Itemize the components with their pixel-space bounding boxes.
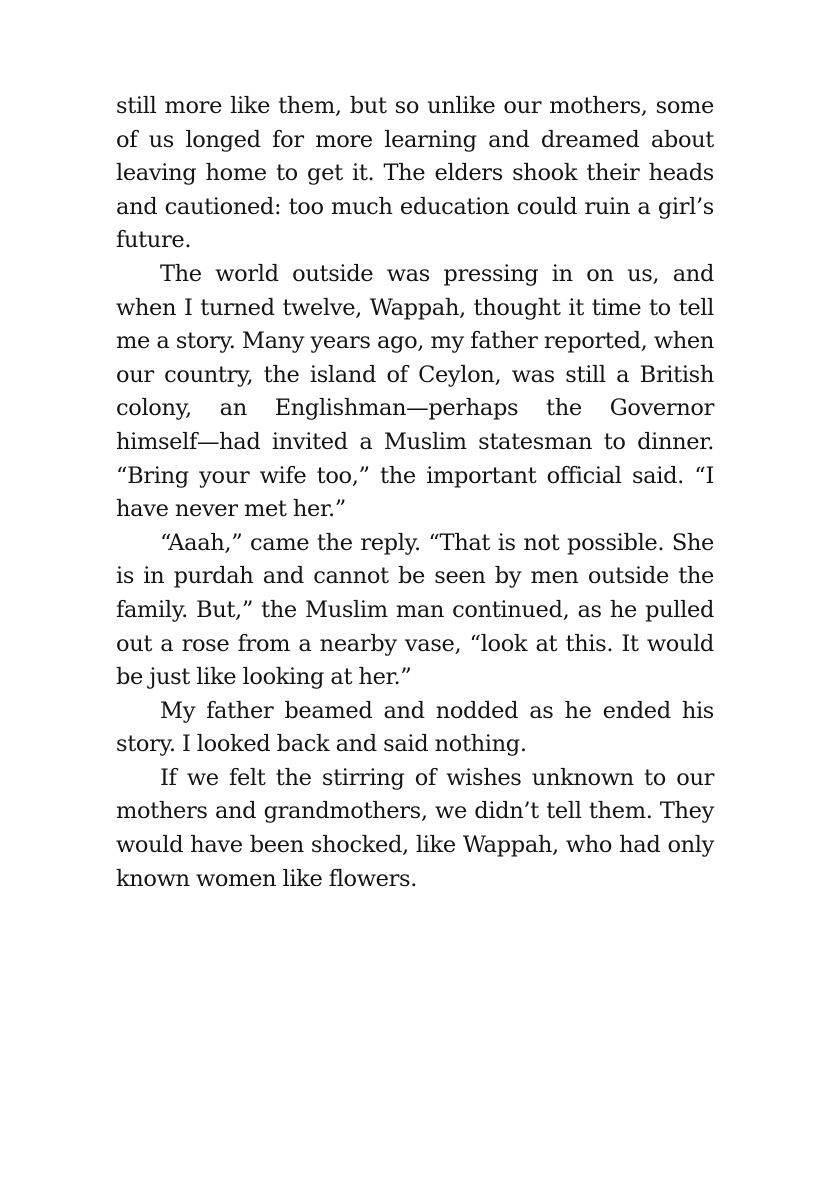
paragraph-stirring-wishes: If we felt the stirring of wishes unknown to our mothers and grandmothers, we didn’t tell them. They would have been shocked, like Wappah, who had only known women like flowers. bbox=[116, 764, 714, 892]
paragraph-continued: still more like them, but so unlike our mothers, some of us longed for more learning and dreamed about leaving home to get it. The elders shook their heads and cautioned: too much education could ruin a girl’s future. bbox=[116, 93, 714, 254]
paragraph-father-beamed: My father beamed and nodded as he ended his story. I looked back and said nothing. bbox=[116, 697, 714, 758]
body-text bbox=[116, 90, 714, 896]
paragraph-wappah-story: The world outside was pressing in on us, and when I turned twelve, Wappah, thought it time to tell me a story. Many years ago, my father reported, when our country, the island of Ceylon, was still a British colony, an Englishman—perhaps the Governor himself—had invited a Muslim statesman to dinner. “Bring your wife too,” the important official said. “I have never met her.” bbox=[116, 260, 714, 523]
paragraph-purdah-reply: “Aaah,” came the reply. “That is not possible. She is in purdah and cannot be seen by men outside the family. But,” the Muslim man continued, as he pulled out a rose from a nearby vase, “look at this. It would be just like looking at her.” bbox=[116, 529, 714, 691]
